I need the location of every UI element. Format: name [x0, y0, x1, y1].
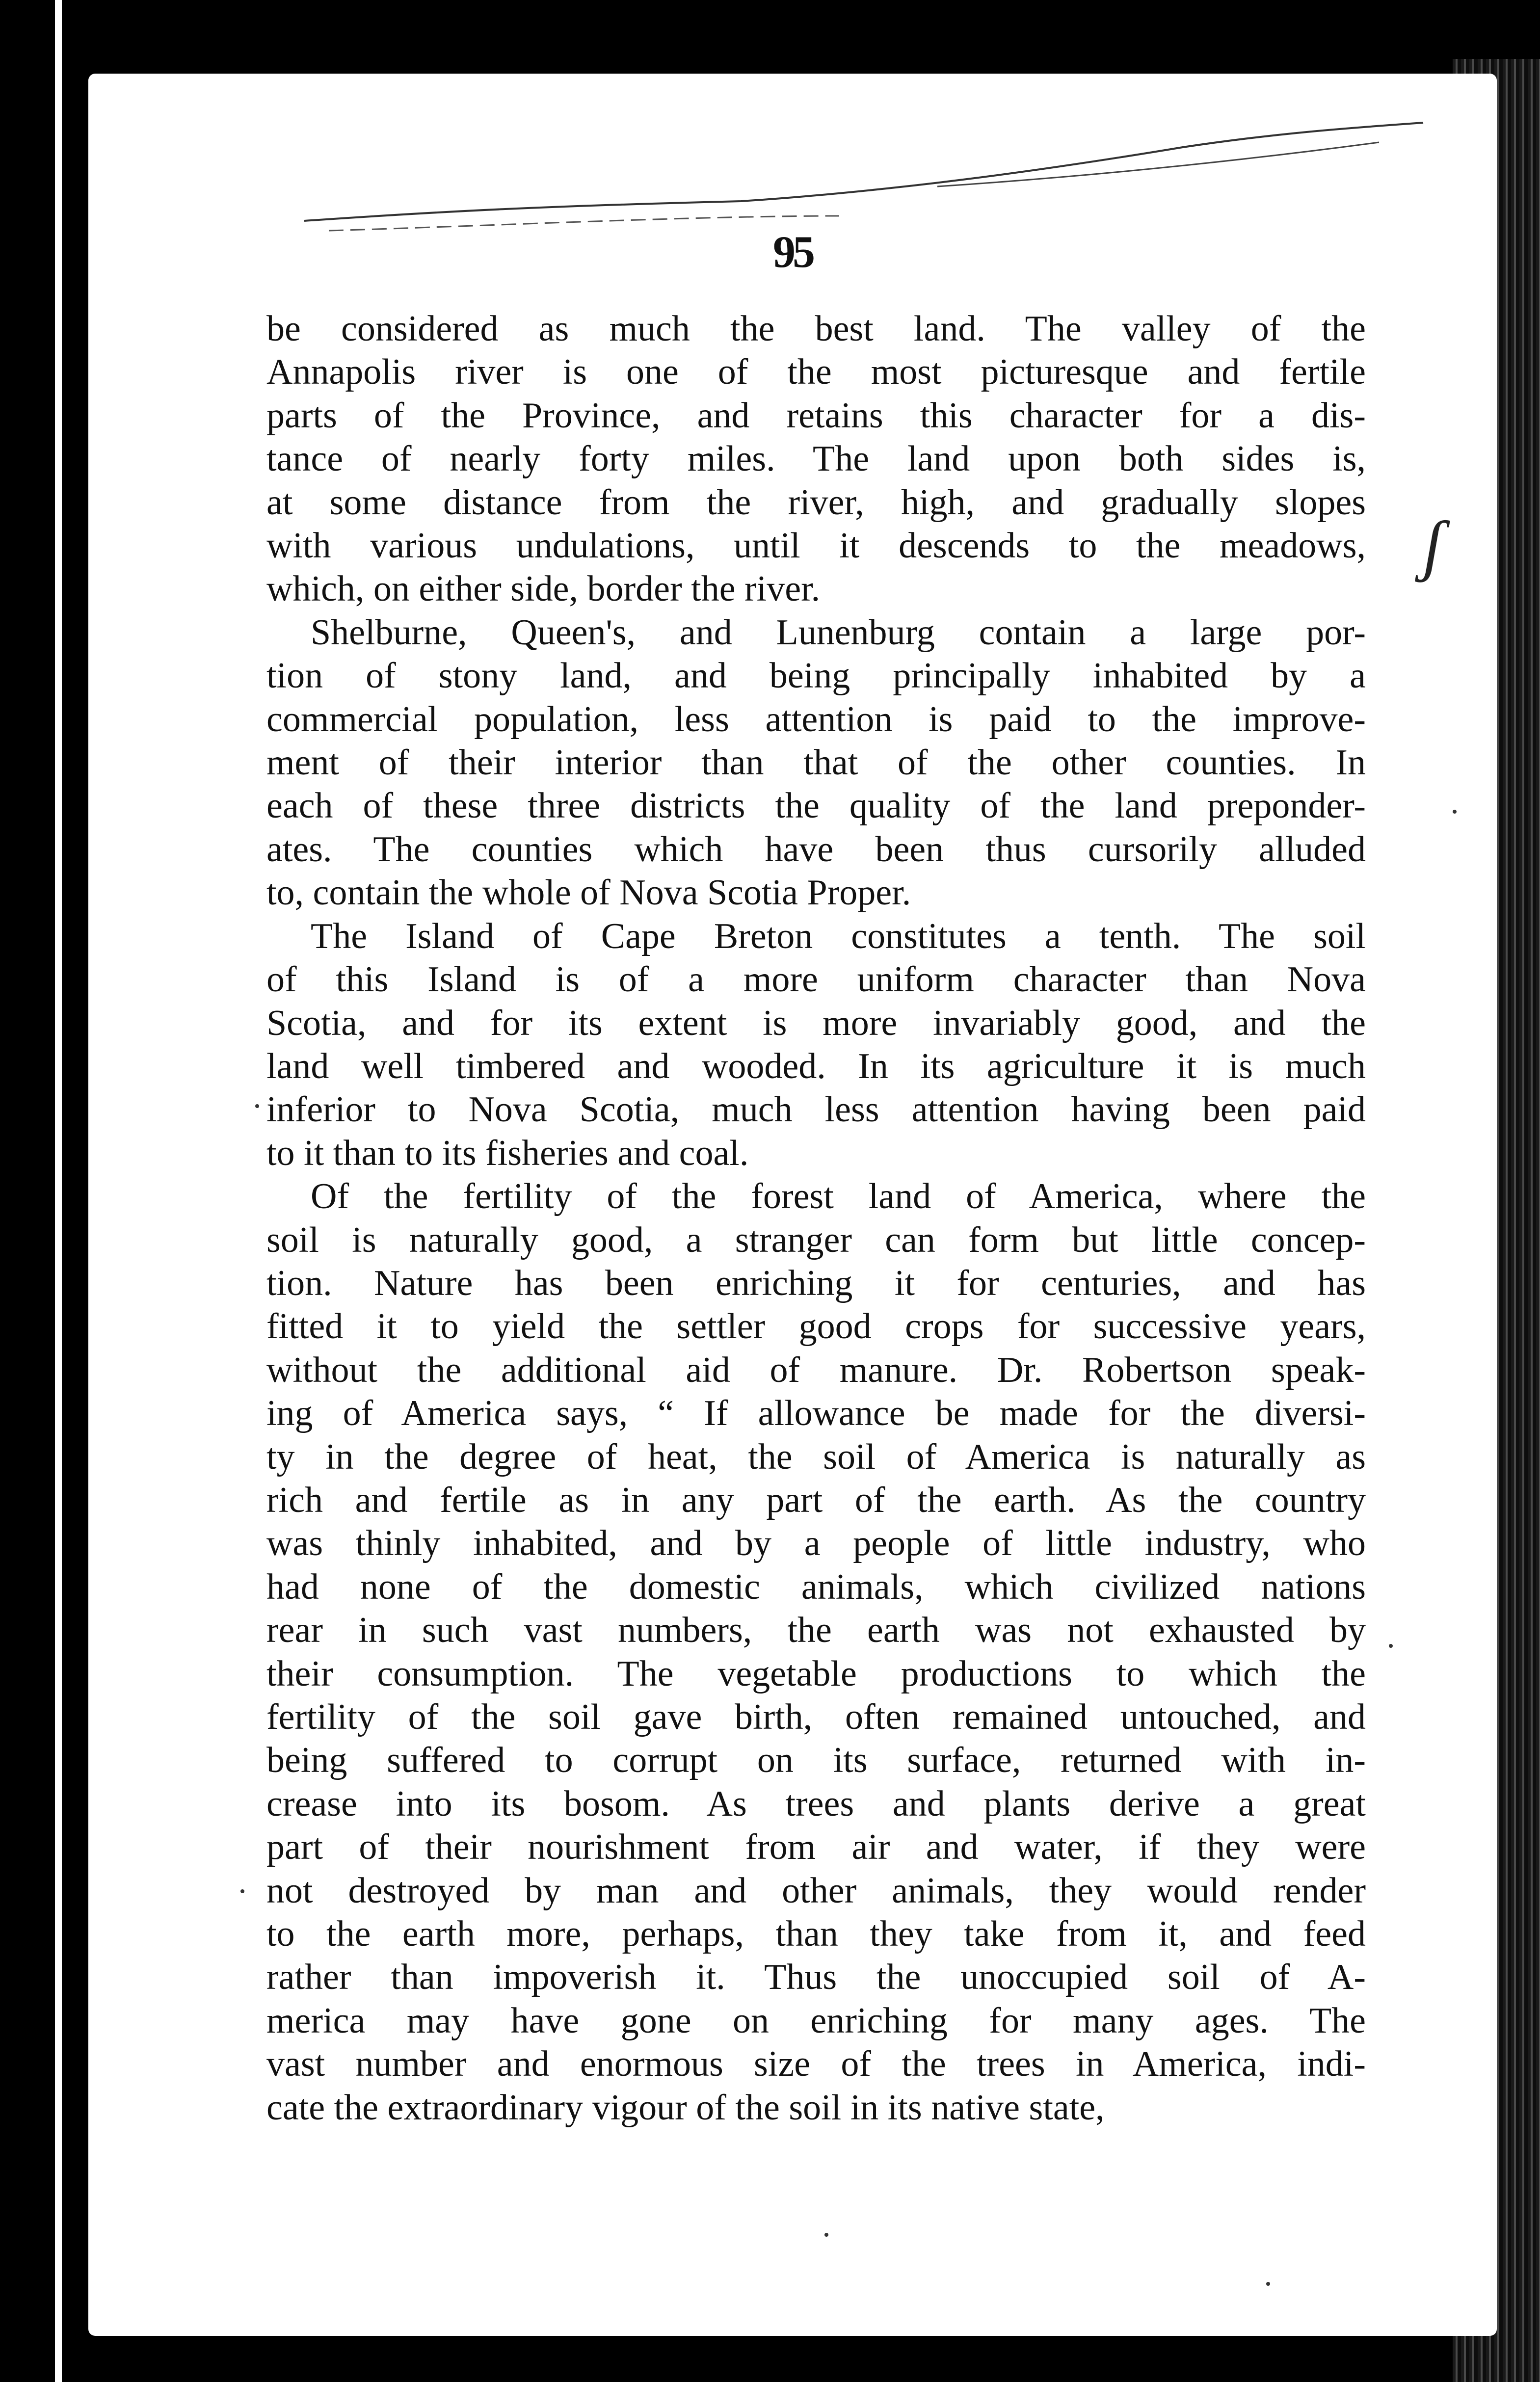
text-line: at some distance from the river, high, and gradually slopes [266, 482, 1366, 523]
text-line: merica may have gone on enriching for many ages. The [266, 2000, 1366, 2041]
speck [824, 2233, 828, 2237]
speck [1389, 1644, 1393, 1648]
book-page [88, 74, 1497, 2336]
text-line: tion. Nature has been enriching it for centuries, and has [266, 1263, 1366, 1303]
text-line: inferior to Nova Scotia, much less attention having been paid [266, 1089, 1366, 1130]
text-line: being suffered to corrupt on its surface, returned with in- [266, 1740, 1366, 1781]
margin-pencil-mark: ʃ [1423, 507, 1443, 583]
text-line: Annapolis river is one of the most picturesque and fertile [266, 352, 1366, 393]
scan-left-border [0, 0, 69, 2382]
text-line: with various undulations, until it descends to the meadows, [266, 526, 1366, 566]
speck [1266, 2282, 1270, 2286]
text-line: not destroyed by man and other animals, they would render [266, 1870, 1366, 1911]
text-line: ty in the degree of heat, the soil of America is naturally as [266, 1436, 1366, 1477]
speck [1453, 810, 1457, 814]
text-line: ing of America says, “ If allowance be made for the diversi- [266, 1393, 1366, 1434]
text-line: rather than impoverish it. Thus the unoccupied soil of A- [266, 1957, 1366, 1998]
text-line: which, on either side, border the river. [266, 569, 821, 609]
text-line: land well timbered and wooded. In its agriculture it is much [266, 1046, 1366, 1086]
text-line: crease into its bosom. As trees and plants derive a great [266, 1783, 1366, 1824]
page-number: 95 [773, 227, 812, 277]
text-line: each of these three districts the quality of the land preponder- [266, 786, 1366, 826]
text-line: was thinly inhabited, and by a people of little industry, who [266, 1523, 1366, 1564]
text-line: of this Island is of a more uniform character than Nova [266, 959, 1366, 1000]
text-line: vast number and enormous size of the trees in America, indi- [266, 2044, 1366, 2085]
text-line: had none of the domestic animals, which civilized nations [266, 1566, 1366, 1607]
speck [240, 1889, 244, 1893]
text-line: fertility of the soil gave birth, often remained untouched, and [266, 1697, 1366, 1737]
text-line: fitted it to yield the settler good crops for successive years, [266, 1306, 1366, 1347]
text-line: parts of the Province, and retains this character for a dis- [266, 395, 1366, 436]
text-line: part of their nourishment from air and water, if they were [266, 1827, 1366, 1868]
text-line: to, contain the whole of Nova Scotia Proper. [266, 873, 911, 913]
text-line: be considered as much the best land. The valley of the [266, 309, 1366, 349]
text-line: Of the fertility of the forest land of America, where the [311, 1176, 1366, 1217]
text-line: soil is naturally good, a stranger can form but little concep- [266, 1219, 1366, 1260]
text-line: rear in such vast numbers, the earth was not exhausted by [266, 1610, 1366, 1651]
text-line: to it than to its fisheries and coal. [266, 1133, 749, 1173]
speck [255, 1104, 259, 1108]
scan-left-rule [55, 0, 62, 2382]
text-line: The Island of Cape Breton constitutes a tenth. The soil [311, 916, 1366, 956]
text-line: without the additional aid of manure. Dr. Robertson speak- [266, 1350, 1366, 1390]
text-line: Scotia, and for its extent is more invariably good, and the [266, 1003, 1366, 1043]
text-line: ment of their interior than that of the other counties. In [266, 742, 1366, 783]
text-line: Shelburne, Queen's, and Lunenburg contain a large por- [311, 612, 1366, 653]
text-line: rich and fertile as in any part of the earth. As the country [266, 1480, 1366, 1520]
text-line: their consumption. The vegetable productions to which the [266, 1653, 1366, 1694]
text-line: cate the extraordinary vigour of the soil in its native state, [266, 2087, 1105, 2128]
text-line: tion of stony land, and being principally inhabited by a [266, 656, 1366, 696]
text-line: commercial population, less attention is paid to the improve- [266, 699, 1366, 740]
body-text [266, 307, 1366, 2129]
text-line: to the earth more, perhaps, than they take from it, and feed [266, 1914, 1366, 1955]
text-line: ates. The counties which have been thus cursorily alluded [266, 829, 1366, 870]
text-line: tance of nearly forty miles. The land upon both sides is, [266, 439, 1366, 479]
